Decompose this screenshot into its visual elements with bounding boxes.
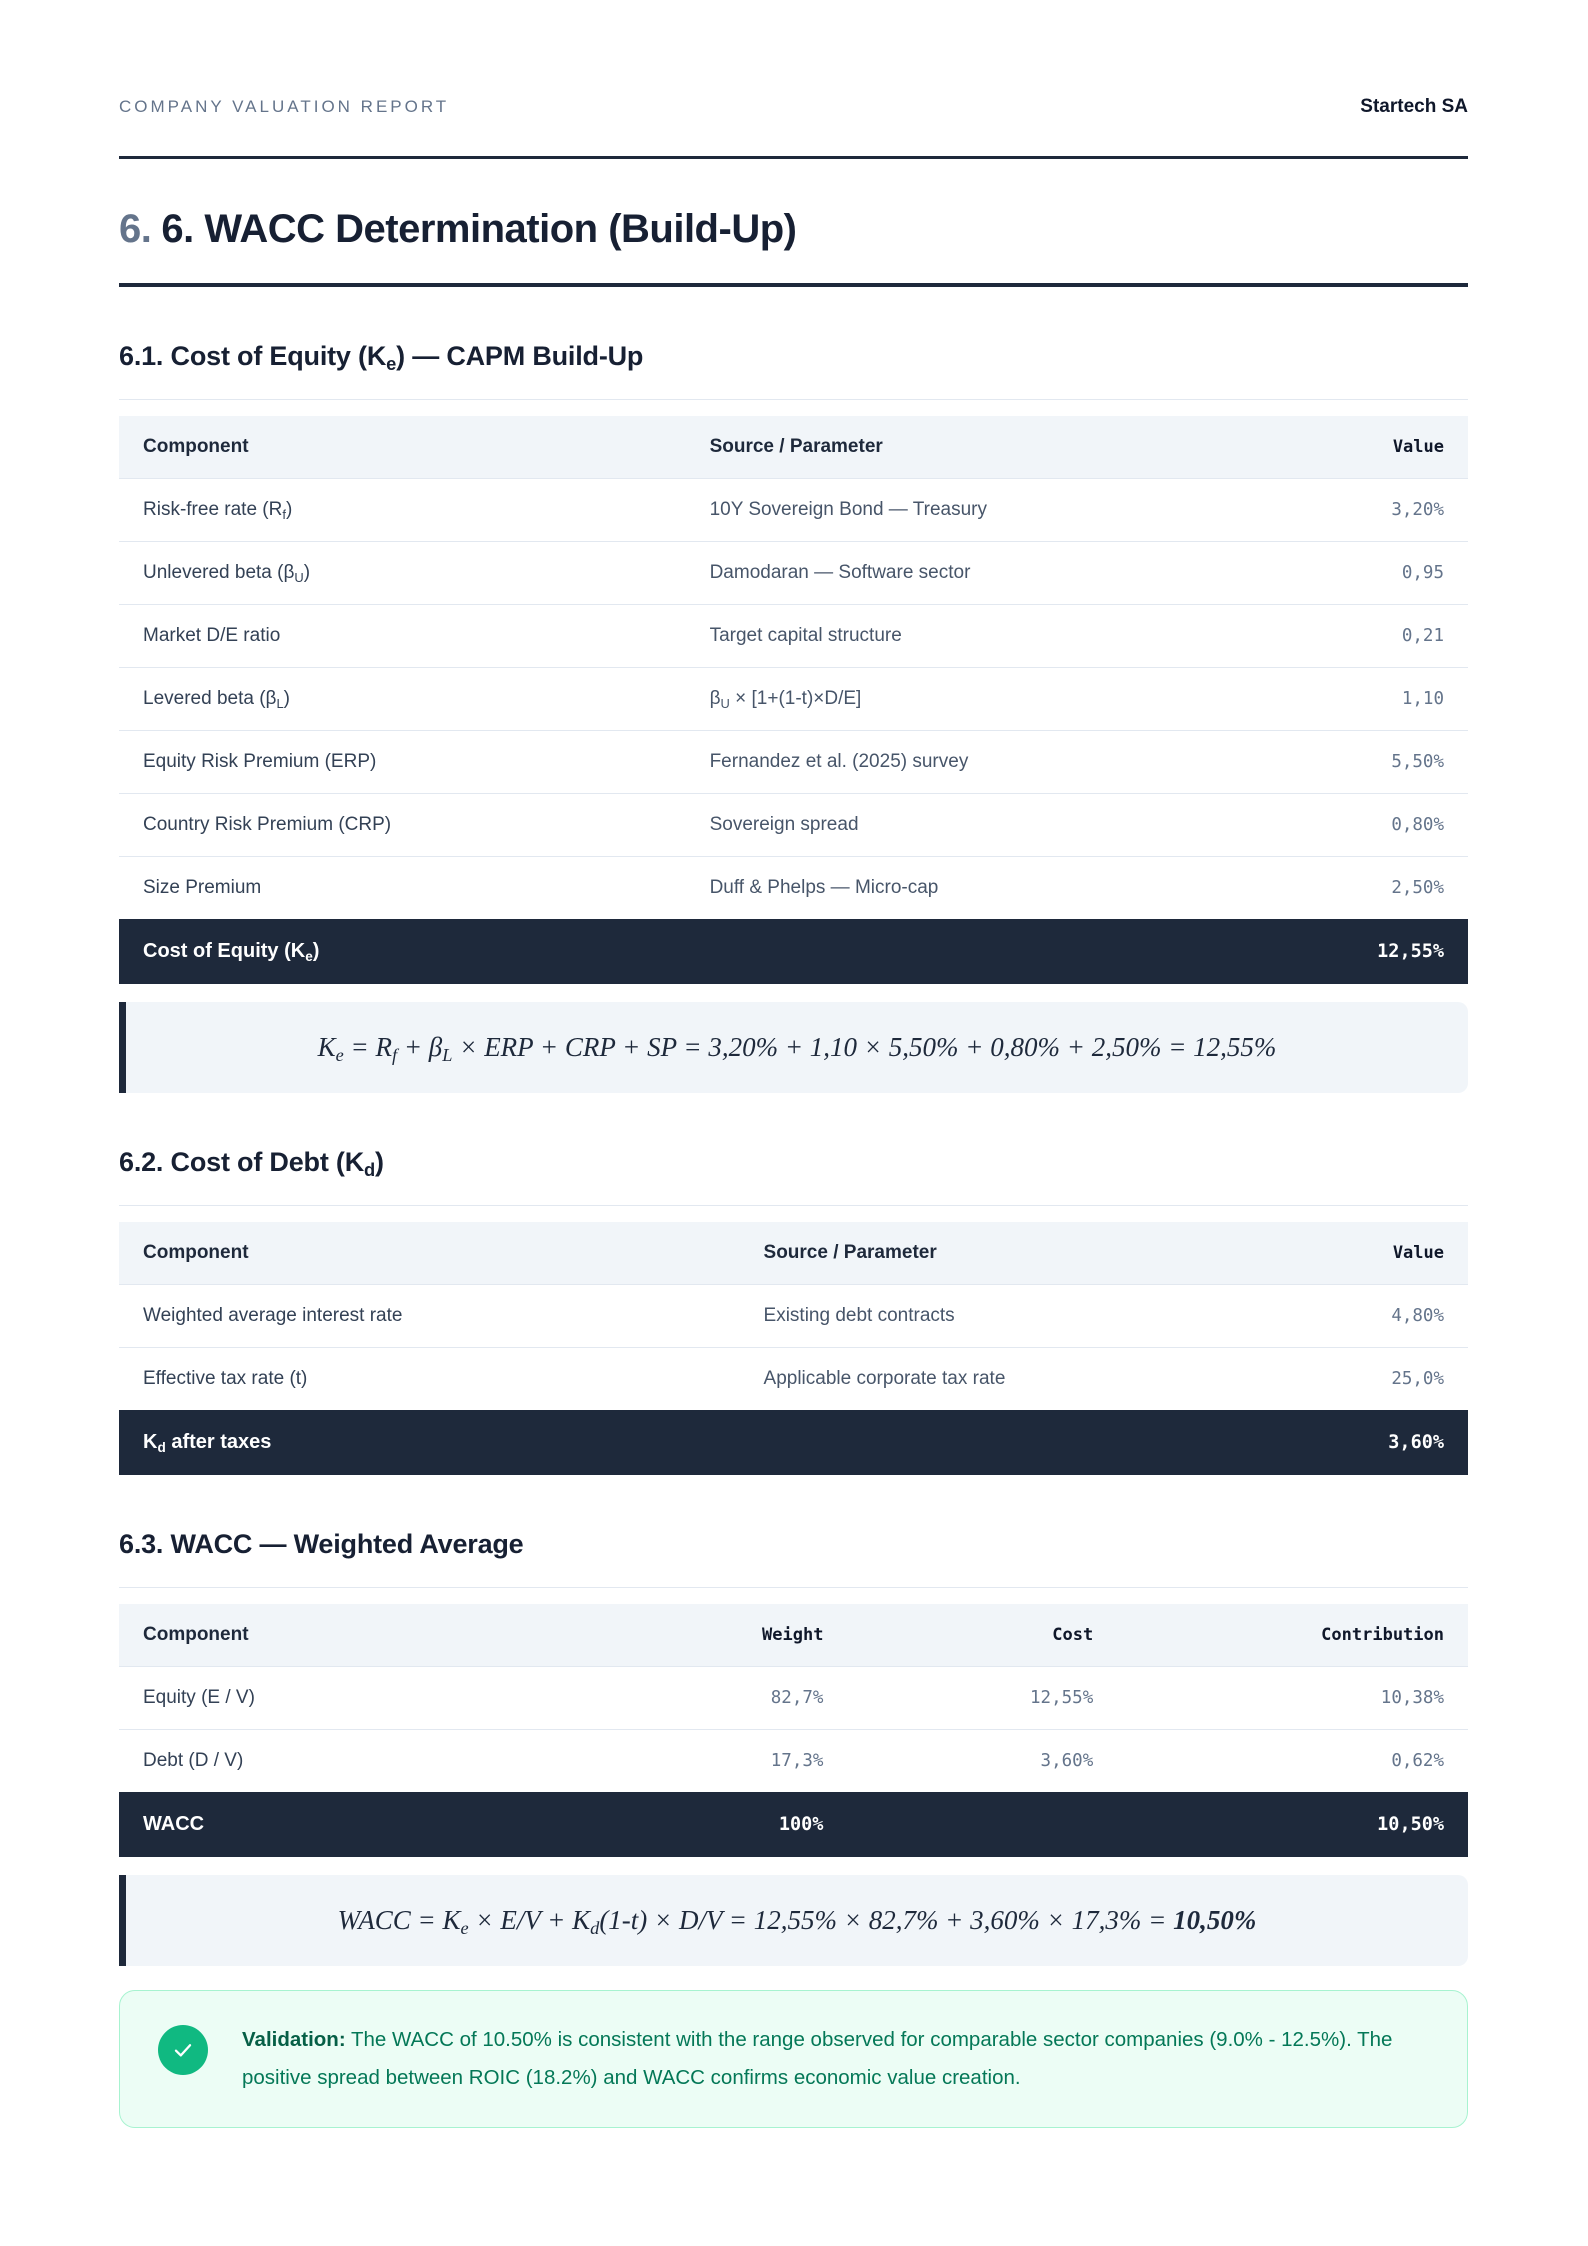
table-row	[119, 479, 1468, 542]
column-header-value: Value	[1266, 1222, 1468, 1285]
validation-label: Validation:	[242, 2028, 346, 2051]
weight-cell: 17,3%	[632, 1730, 848, 1793]
report-type-label: COMPANY VALUATION REPORT	[119, 97, 450, 116]
column-header-component: Component	[119, 416, 686, 479]
table-row	[119, 668, 1468, 731]
page-title-prefix: 6.	[119, 207, 152, 251]
component-cell: Levered beta $(\beta_L)$	[119, 668, 686, 731]
column-header-source: Source / Parameter	[740, 1222, 1266, 1285]
column-header-contribution: Contribution	[1117, 1604, 1468, 1667]
table-row	[119, 1348, 1468, 1411]
title-rule	[119, 283, 1468, 287]
validation-message: The WACC of 10.50% is consistent with the range observed for comparable sector companies (9.0% - 12.5%). The positive spread between ROIC (18.2%) and WACC confirms economic value creation.	[242, 2028, 1393, 2089]
source-cell: Applicable corporate tax rate	[740, 1348, 1266, 1411]
section-heading-wacc: 6.3. WACC — Weighted Average	[119, 1529, 524, 1559]
weight-cell: 82,7%	[632, 1667, 848, 1730]
value-cell: 2,50%	[1266, 857, 1468, 920]
table-row	[119, 1730, 1468, 1793]
cost-of-equity-table	[119, 416, 1468, 984]
component-cell: Risk-free rate $(R_f)$	[119, 479, 686, 542]
formula-text: $K_e = R_f + \beta_L$ × ERP + CRP + SP = 3,20% + 1,10 × 5,50% + 0,80% + 2,50% = 12,55%	[317, 1032, 1277, 1066]
column-header-source: Source / Parameter	[686, 416, 1266, 479]
table-top-rule	[119, 1205, 1468, 1206]
component-cell: Unlevered beta $(\beta_U)$	[119, 542, 686, 605]
total-row-wacc	[119, 1792, 1468, 1857]
cost-of-equity-formula-box	[119, 1002, 1468, 1093]
value-cell: 0,80%	[1266, 794, 1468, 857]
value-cell: 1,10	[1266, 668, 1468, 731]
source-cell: Fernandez et al. (2025) survey	[686, 731, 1266, 794]
total-label: WACC	[119, 1792, 632, 1857]
validation-callout	[119, 1990, 1468, 2128]
table-row	[119, 542, 1468, 605]
total-weight: 100%	[632, 1792, 848, 1857]
total-row-cost-of-debt	[119, 1410, 1468, 1475]
check-icon	[158, 2025, 208, 2075]
component-cell: Weighted average interest rate	[119, 1285, 740, 1348]
source-cell: $\beta_U \times [1+(1-t)\times D/E]$	[686, 668, 1266, 731]
table-row	[119, 1667, 1468, 1730]
table-header-row	[119, 1222, 1468, 1285]
column-header-cost: Cost	[847, 1604, 1117, 1667]
component-cell: Debt (D / V)	[119, 1730, 632, 1793]
table-header-row	[119, 1604, 1468, 1667]
source-cell: Sovereign spread	[686, 794, 1266, 857]
table-top-rule	[119, 1587, 1468, 1588]
table-row	[119, 731, 1468, 794]
column-header-component: Component	[119, 1222, 740, 1285]
table-header-row	[119, 416, 1468, 479]
component-cell: Equity Risk Premium (ERP)	[119, 731, 686, 794]
header-rule	[119, 156, 1468, 159]
contribution-cell: 10,38%	[1117, 1667, 1468, 1730]
cost-cell: 12,55%	[847, 1667, 1117, 1730]
section-heading-cost-of-equity: 6.1. Cost of Equity $(K_e)$ — CAPM Build-Up	[119, 341, 644, 375]
column-header-value: Value	[1266, 416, 1468, 479]
page-title	[119, 205, 1468, 253]
source-cell: Damodaran — Software sector	[686, 542, 1266, 605]
cost-cell: 3,60%	[847, 1730, 1117, 1793]
company-name: Startech SA	[1360, 96, 1468, 117]
value-cell: 5,50%	[1266, 731, 1468, 794]
source-cell: Target capital structure	[686, 605, 1266, 668]
column-header-component: Component	[119, 1604, 632, 1667]
value-cell: 3,20%	[1266, 479, 1468, 542]
component-cell: Country Risk Premium (CRP)	[119, 794, 686, 857]
source-cell: Duff & Phelps — Micro-cap	[686, 857, 1266, 920]
total-label: Cost of Equity $(K_e)$	[119, 919, 1266, 984]
validation-text	[242, 2021, 1429, 2097]
section-heading-cost-of-debt: 6.2. Cost of Debt $(K_d)$	[119, 1147, 384, 1181]
total-value: 12,55%	[1266, 919, 1468, 984]
table-top-rule	[119, 399, 1468, 400]
formula-text: WACC = $K_e \times E/V + K_d(1-t) \times D/V = 12,55\% \times 82,7\% + 3,60\% \times 17,3\% = 10,50\%$	[337, 1905, 1257, 1939]
total-cost	[847, 1792, 1117, 1857]
table-row	[119, 1285, 1468, 1348]
component-cell: Market D/E ratio	[119, 605, 686, 668]
page-title-text: 6. WACC Determination (Build-Up)	[161, 207, 797, 251]
cost-of-debt-table	[119, 1222, 1468, 1475]
contribution-cell: 0,62%	[1117, 1730, 1468, 1793]
component-cell: Size Premium	[119, 857, 686, 920]
source-cell: Existing debt contracts	[740, 1285, 1266, 1348]
wacc-table	[119, 1604, 1468, 1857]
component-cell: Equity (E / V)	[119, 1667, 632, 1730]
table-row	[119, 857, 1468, 920]
doc-header	[119, 96, 1468, 118]
table-row	[119, 605, 1468, 668]
source-cell: 10Y Sovereign Bond — Treasury	[686, 479, 1266, 542]
component-cell: Effective tax rate (t)	[119, 1348, 740, 1411]
column-header-weight: Weight	[632, 1604, 848, 1667]
value-cell: 25,0%	[1266, 1348, 1468, 1411]
wacc-formula-box	[119, 1875, 1468, 1966]
value-cell: 0,21	[1266, 605, 1468, 668]
value-cell: 4,80%	[1266, 1285, 1468, 1348]
value-cell: 0,95	[1266, 542, 1468, 605]
total-contribution: 10,50%	[1117, 1792, 1468, 1857]
table-row	[119, 794, 1468, 857]
total-row-cost-of-equity	[119, 919, 1468, 984]
total-label: $K_d$ after taxes	[119, 1410, 1266, 1475]
total-value: 3,60%	[1266, 1410, 1468, 1475]
